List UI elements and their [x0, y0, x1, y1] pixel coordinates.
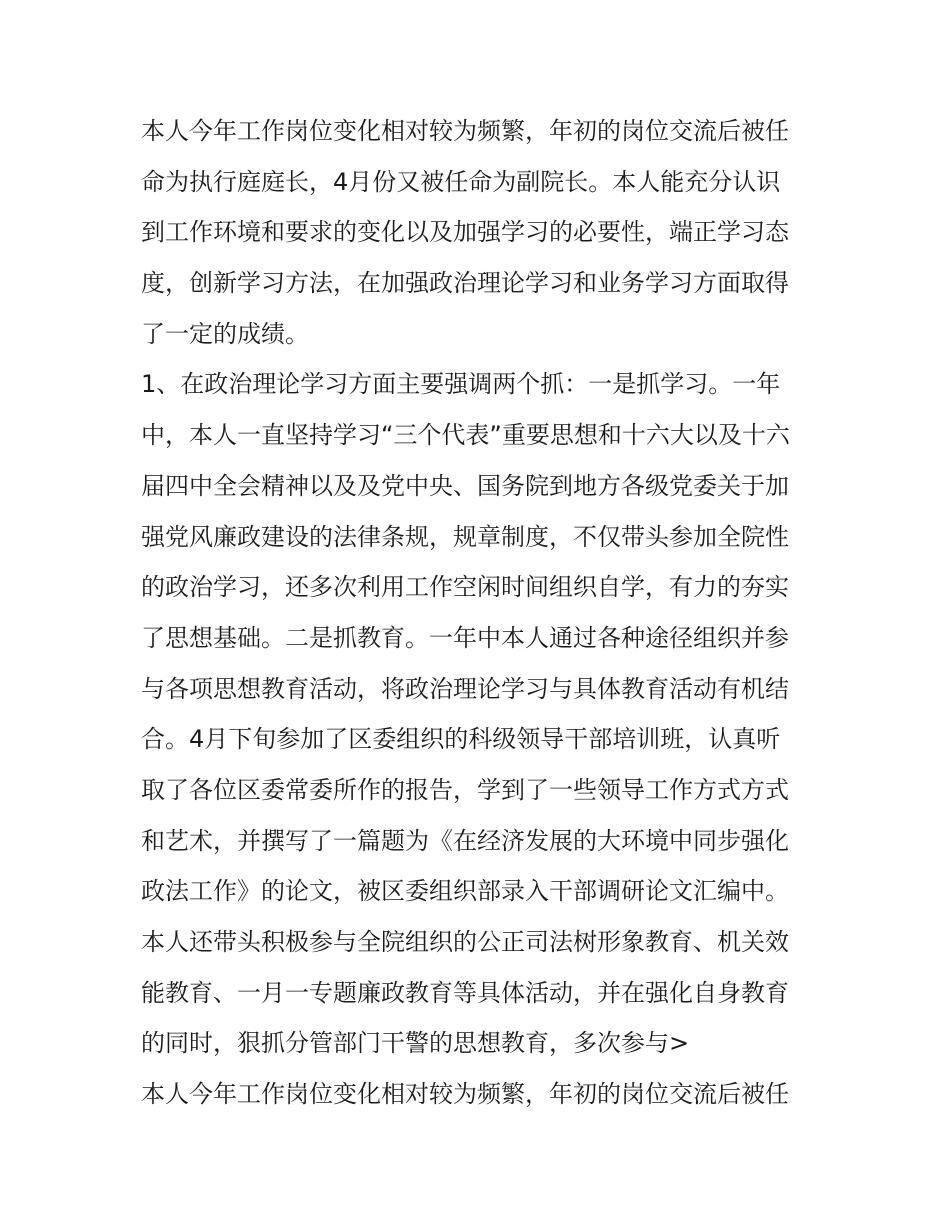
text-line: 的同时，狠抓分管部门干警的思想教育，多次参与>: [141, 1029, 690, 1058]
text-line: 政法工作》的论文，被区委组织部录入干部调研论文汇编中。: [141, 877, 789, 906]
text-line: 和艺术，并撰写了一篇题为《在经济发展的大环境中同步强化: [141, 826, 789, 855]
text-line: 了一定的成绩。: [141, 319, 309, 348]
text-line: 本人今年工作岗位变化相对较为频繁，年初的岗位交流后被任: [141, 1080, 789, 1109]
text-line: 了思想基础。二是抓教育。一年中本人通过各种途径组织并参: [141, 623, 789, 652]
text-line: 到工作环境和要求的变化以及加强学习的必要性，端正学习态: [141, 218, 789, 247]
text-line: 与各项思想教育活动，将政治理论学习与具体教育活动有机结: [141, 674, 789, 703]
text-line: 1、在政治理论学习方面主要强调两个抓：一是抓学习。一年: [141, 370, 781, 399]
text-line: 本人还带头积极参与全院组织的公正司法树形象教育、机关效: [141, 928, 789, 956]
text-line: 度，创新学习方法，在加强政治理论学习和业务学习方面取得: [141, 269, 789, 298]
document-body: [141, 106, 813, 1120]
text-line: 能教育、一月一专题廉政教育等具体活动，并在强化自身教育: [141, 978, 789, 1007]
text-line: 合。4月下旬参加了区委组织的科级领导干部培训班，认真听: [141, 725, 781, 754]
text-line: 的政治学习，还多次利用工作空闲时间组织自学，有力的夯实: [141, 573, 789, 602]
text-line: 本人今年工作岗位变化相对较为频繁，年初的岗位交流后被任: [141, 117, 789, 145]
text-line: 取了各位区委常委所作的报告，学到了一些领导工作方式方式: [141, 775, 789, 804]
text-line: 强党风廉政建设的法律条规，规章制度，不仅带头参加全院性: [141, 522, 789, 551]
text-line: 命为执行庭庭长，4月份又被任命为副院长。本人能充分认识: [141, 167, 781, 196]
text-line: 届四中全会精神以及及党中央、国务院到地方各级党委关于加: [141, 471, 789, 500]
text-line: 中，本人一直坚持学习“三个代表”重要思想和十六大以及十六: [141, 421, 790, 450]
